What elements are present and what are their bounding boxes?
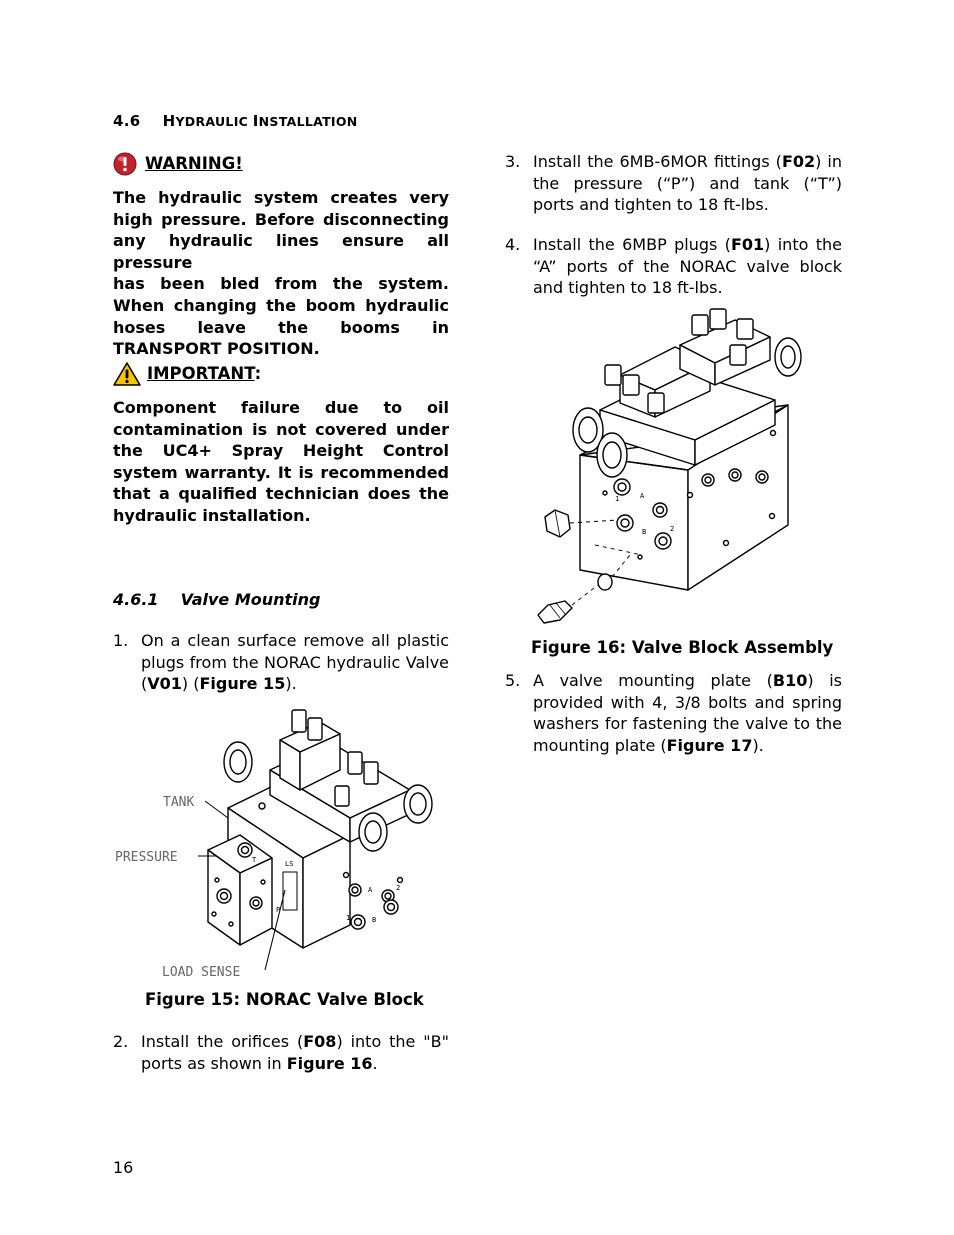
step-4-text: Install the 6MBP plugs (F01) into the “A” ports of the NORAC valve block and tighten to 18 ft-lbs. bbox=[533, 235, 842, 298]
important-line: the UC4+ Spray Height Control bbox=[113, 441, 449, 461]
figure-16-caption: Figure 16: Valve Block Assembly bbox=[531, 638, 834, 657]
warning-line: any hydraulic lines ensure all pressure bbox=[113, 231, 449, 272]
warning-label: WARNING! bbox=[145, 154, 243, 174]
subsection-heading: 4.6.1 Valve Mounting bbox=[113, 590, 321, 609]
caution-triangle-icon bbox=[113, 362, 141, 386]
warning-line: TRANSPORT POSITION. bbox=[113, 339, 320, 359]
warning-block bbox=[113, 152, 449, 360]
important-line: system warranty. It is recommended bbox=[113, 462, 449, 482]
step-3-text: Install the 6MB-6MOR fittings (F02) in the pressure (“P”) and tank (“T”) ports and tighten to 18 ft-lbs. bbox=[533, 152, 843, 215]
step-3: 3. Install the 6MB-6MOR fittings (F02) in the pressure (“P”) and tank (“T”) ports and tighten to 18 ft-lbs. bbox=[505, 152, 843, 215]
port-mark-t: T bbox=[252, 856, 257, 864]
important-block bbox=[113, 362, 449, 527]
port-mark-ls: LS bbox=[285, 860, 294, 868]
important-line: contamination is not covered under bbox=[113, 419, 449, 439]
warning-heading bbox=[113, 152, 449, 176]
warning-line: When changing the boom hydraulic bbox=[113, 295, 449, 315]
port-mark-2: 2 bbox=[396, 884, 401, 892]
important-line: hydraulic installation. bbox=[113, 505, 311, 525]
step-1-text: On a clean surface remove all plastic plugs from the NORAC hydraulic Valve (V01) (Figure 15). bbox=[141, 631, 449, 694]
step-5: 5. A valve mounting plate (B10) is provided with 4, 3/8 bolts and spring washers for fastening the valve to the mounting plate (Figure 17). bbox=[505, 671, 842, 755]
warning-text bbox=[113, 187, 449, 360]
port-mark-p: P bbox=[276, 906, 281, 914]
port-mark-1: 1 bbox=[346, 914, 351, 922]
warning-line: has been bled from the system. bbox=[113, 274, 449, 294]
important-label: IMPORTANT bbox=[147, 364, 255, 384]
warning-line: hoses leave the booms in bbox=[113, 317, 449, 337]
section-title: 4.6 HYDRAULIC INSTALLATION bbox=[113, 112, 358, 130]
assembly-port-mark-1: 1 bbox=[615, 495, 620, 503]
assembly-port-mark-a: A bbox=[640, 492, 645, 500]
important-line: Component failure due to oil bbox=[113, 398, 449, 417]
assembly-port-mark-2: 2 bbox=[670, 525, 675, 533]
step-4: 4. Install the 6MBP plugs (F01) into the “A” ports of the NORAC valve block and tighten to 18 ft-lbs. bbox=[505, 235, 842, 298]
step-1: 1. On a clean surface remove all plastic plugs from the NORAC hydraulic Valve (V01) (Figure 15). bbox=[113, 631, 449, 694]
port-mark-b: B bbox=[372, 916, 377, 924]
tank-label: TANK bbox=[163, 795, 195, 810]
figure-15-caption: Figure 15: NORAC Valve Block bbox=[145, 990, 424, 1009]
pressure-label: PRESSURE bbox=[115, 850, 178, 865]
section-title-text: HYDRAULIC INSTALLATION bbox=[162, 112, 358, 130]
step-5-text: A valve mounting plate (B10) is provided with 4, 3/8 bolts and spring washers for fastening the valve to the mounting plate (Figure 17). bbox=[533, 671, 842, 755]
figure-15-valve-block-drawing bbox=[110, 700, 455, 985]
important-heading: IMPORTANT: bbox=[113, 362, 449, 386]
page-number: 16 bbox=[113, 1158, 134, 1177]
port-mark-a: A bbox=[368, 886, 373, 894]
assembly-port-mark-b: B bbox=[642, 528, 647, 536]
warning-line: high pressure. Before disconnecting bbox=[113, 209, 449, 229]
step-2-text: Install the orifices (F08) into the "B" ports as shown in Figure 16. bbox=[141, 1032, 449, 1073]
warning-stop-icon bbox=[113, 152, 137, 176]
figure-16-valve-block-assembly-drawing bbox=[530, 305, 830, 630]
important-line: that a qualified technician does the bbox=[113, 484, 449, 504]
warning-line: The hydraulic system creates very bbox=[113, 188, 449, 207]
load-sense-label: LOAD SENSE bbox=[162, 965, 241, 980]
important-text bbox=[113, 397, 449, 527]
step-2: 2. Install the orifices (F08) into the "B" ports as shown in Figure 16. bbox=[113, 1032, 449, 1073]
